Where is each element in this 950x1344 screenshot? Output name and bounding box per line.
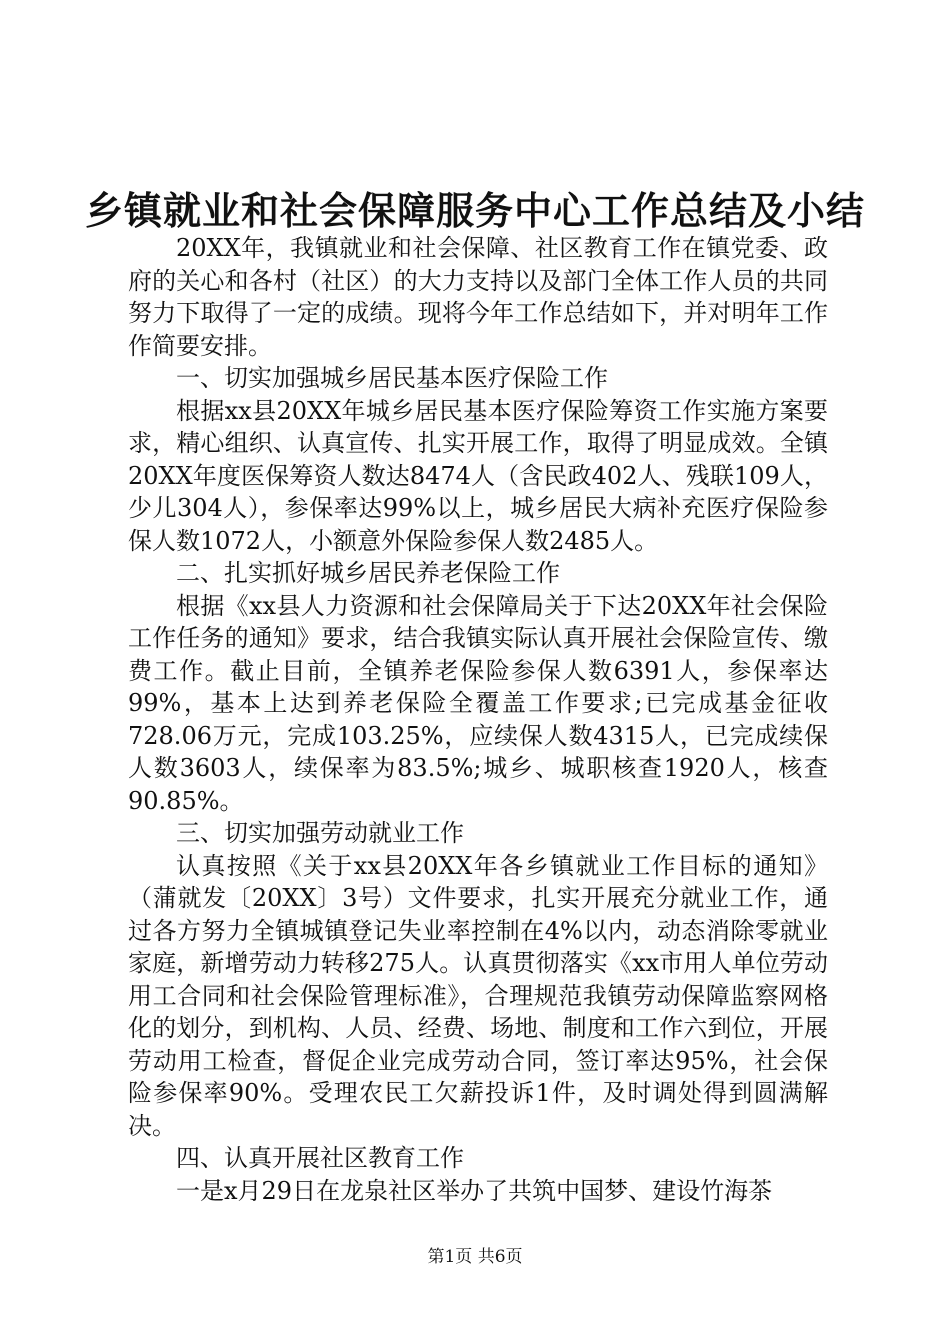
- section-heading-2: 二、扎实抓好城乡居民养老保险工作: [176, 559, 560, 587]
- section-4-paragraph: 一是x月29日在龙泉社区举办了共筑中国梦、建设竹海茶: [176, 1176, 773, 1205]
- section-heading-1: 一、切实加强城乡居民基本医疗保险工作: [176, 364, 608, 392]
- section-1-paragraph: 根据xx县20XX年城乡居民基本医疗保险筹资工作实施方案要求，精心组织、认真宣传、扎实开展工作，取得了明显成效。全镇20XX年度医保筹资人数达8474人（含民政402人、残联109人，少儿304人），参保率达99%以上，城乡居民大病补充医疗保险参保人数1072人，小额意外保险参保人数2485人。: [128, 396, 828, 555]
- section-heading-3: 三、切实加强劳动就业工作: [176, 819, 464, 847]
- section-2-paragraph: 根据《xx县人力资源和社会保障局关于下达20XX年社会保险工作任务的通知》要求，结合我镇实际认真开展社会保险宣传、缴费工作。截止目前，全镇养老保险参保人数6391人，参保率达99%，基本上达到养老保险全覆盖工作要求;已完成基金征收728.06万元，完成103.25%，应续保人数4315人，已完成续保人数3603人，续保率为83.5%;城乡、城职核查1920人，核查90.85%。: [128, 591, 828, 815]
- section-3-paragraph: 认真按照《关于xx县20XX年各乡镇就业工作目标的通知》（蒲就发〔20XX〕3号）文件要求，扎实开展充分就业工作，通过各方努力全镇城镇登记失业率控制在4%以内，动态消除零就业家庭，新增劳动力转移275人。认真贯彻落实《xx市用人单位劳动用工合同和社会保险管理标准》，合理规范我镇劳动保障监察网格化的划分，到机构、人员、经费、场地、制度和工作六到位，开展劳动用工检查，督促企业完成劳动合同，签订率达95%，社会保险参保率90%。受理农民工欠薪投诉1件，及时调处得到圆满解决。: [128, 851, 828, 1140]
- page-footer: 第1页 共6页: [427, 1247, 523, 1267]
- intro-paragraph: 20XX年，我镇就业和社会保障、社区教育工作在镇党委、政府的关心和各村（社区）的大力支持以及部门全体工作人员的共同努力下取得了一定的成绩。现将今年工作总结如下，并对明年工作作简要安排。: [128, 234, 828, 360]
- section-heading-4: 四、认真开展社区教育工作: [176, 1144, 464, 1172]
- document-title: 乡镇就业和社会保障服务中心工作总结及小结: [84, 189, 865, 233]
- document-body: [128, 232, 828, 1207]
